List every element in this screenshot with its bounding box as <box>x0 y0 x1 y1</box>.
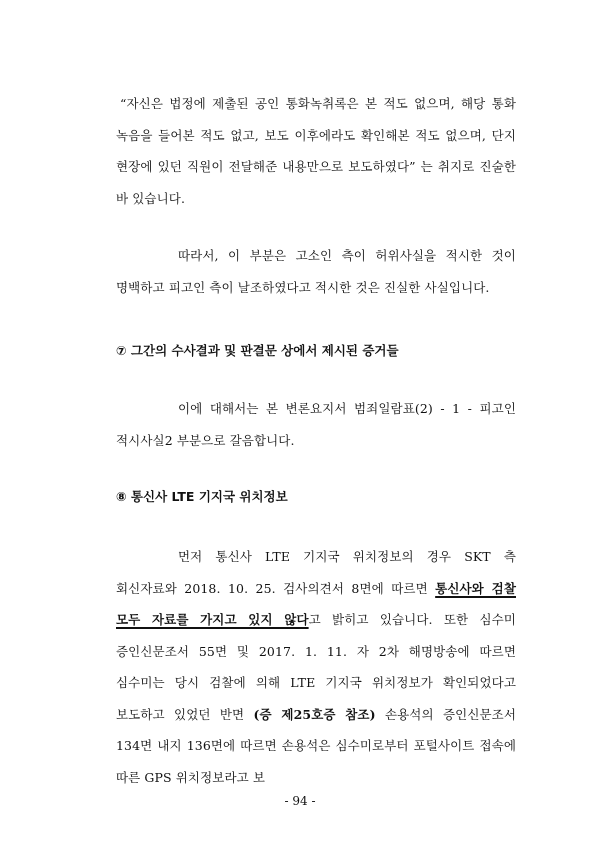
emphasis-no-data-text: 통신사와 검찰 모두 자료를 가지고 있지 않다 <box>116 580 516 627</box>
section-heading-7: ⑦ 그간의 수사결과 및 판결문 상에서 제시된 증거들 <box>116 343 399 358</box>
reference-paragraph: 이에 대해서는 본 변론요지서 범죄일람표(2) - 1 - 피고인 적시사실2 부분으로 갈음합니다. <box>116 401 516 448</box>
lte-location-paragraph <box>116 541 516 793</box>
page-number: - 94 - <box>284 794 316 808</box>
evidence-reference: (증 제25호증 참조) <box>253 706 376 722</box>
quote-paragraph: “자신은 법정에 제출된 공인 통화녹취록은 본 적도 없으며, 해당 통화 녹음을 들어본 적도 없고, 보도 이후에라도 확인해본 적도 없으며, 단지 현장에 있던 직원이 전달해준 내용만으로 보도하였다” 는 취지로 진술한 바 있습니다. <box>116 96 516 206</box>
conclusion-paragraph: 따라서, 이 부분은 고소인 측이 허위사실을 적시한 것이 명백하고 피고인 측이 날조하였다고 적시한 것은 진실한 사실입니다. <box>116 248 516 295</box>
section-heading-8: ⑧ 통신사 LTE 기지국 위치정보 <box>116 489 288 504</box>
lte-paragraph-text-3: 손용석의 증인신문조서 134면 내지 136면에 따르면 손용석은 심수미로부터 포털사이트 접속에 따른 GPS 위치정보라고 보 <box>116 706 517 785</box>
lte-paragraph-text-1: 먼저 통신사 LTE 기지국 위치정보의 경우 SKT 측 회신자료와 2018. 10. 25. 검사의견서 8면에 따르면 <box>116 549 516 596</box>
lte-paragraph-text-2: 고 밝히고 있습니다. 또한 심수미 증인신문조서 55면 및 2017. 1. 11. 자 2차 해명방송에 따르면 심수미는 당시 검찰에 의해 LTE 기지국 위치정보가 확인되었다고 보도하고 있었던 반면 <box>116 612 516 722</box>
